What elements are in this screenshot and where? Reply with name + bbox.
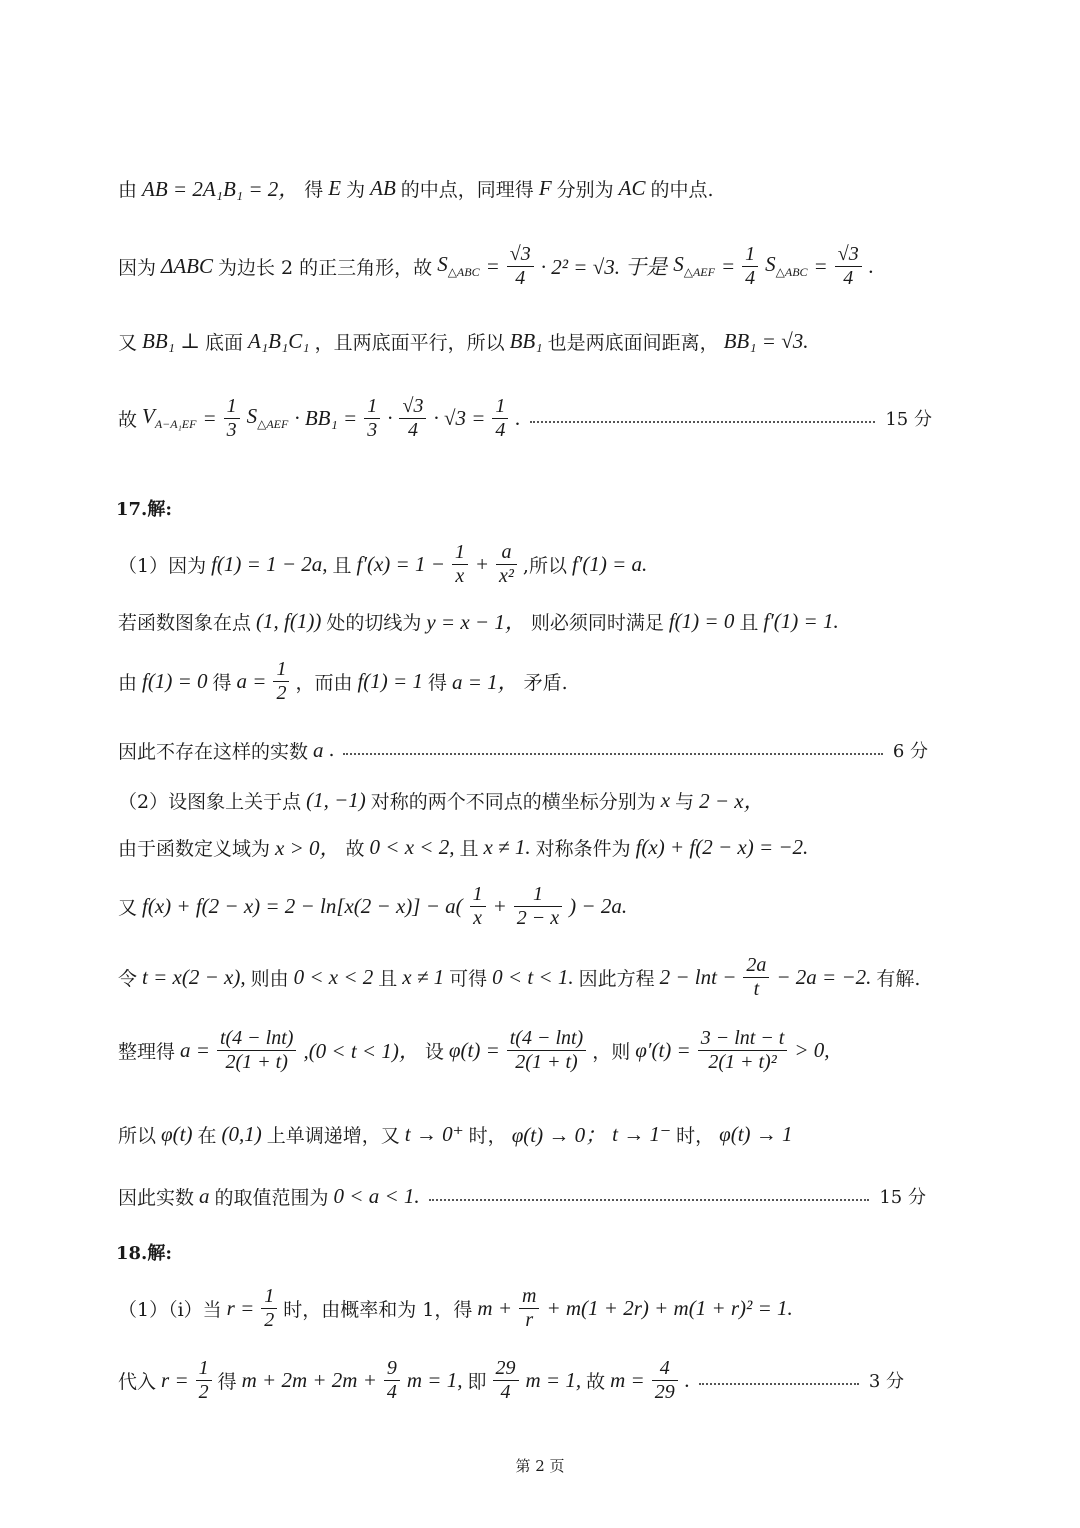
fraction: $\frac{1}{4}$	[742, 243, 758, 290]
line-2: 因为 ΔABC 为边长 2 的正三角形，故 $S_{\triangle ABC}$ = $\frac{√3}{4}$ · 2² = √3. 于是 $S_{\triangle AEF}$ = $\frac{1}{4}$ $S_{\triangle ABC}$ = $\frac{√3}{4}$ .	[118, 242, 874, 289]
line-18: （1）（ⅰ）当 r = $\frac{1}{2}$ 时，由概率和为 1，得 m + $\frac{m}{r}$ + m(1 + 2r) + m(1 + r)² = 1.	[118, 1284, 793, 1331]
fraction: $\frac{t(4 - \ln t)}{2(1 + t)}$	[217, 1027, 297, 1074]
fraction: $\frac{3 - \ln t - t}{\text{2(1 + t)²}}$	[698, 1027, 788, 1074]
line-9: 因此不存在这样的实数 a . 6 分	[118, 737, 928, 763]
score-label: 15 分	[879, 1187, 926, 1208]
line-6: （1）因为 f(1) = 1 − 2a, 且 f′(x) = 1 − $\frac{1}{x}$ + $\frac{a}{\text{x²}}$ ,所以 f′(1) = a.	[118, 540, 648, 587]
fraction: $\frac{29}{4}$	[493, 1357, 519, 1404]
fraction: $\frac{1}{3}$	[364, 395, 380, 442]
fraction: $\frac{1}{3}$	[224, 395, 240, 442]
page-number: 第 2 页	[515, 1457, 565, 1475]
line-8: 由 f(1) = 0 得 a = $\frac{1}{2}$ ，而由 f(1) = 1 得 a = 1， 矛盾.	[118, 657, 568, 704]
fraction: $\frac{1}{2}$	[261, 1285, 277, 1332]
fraction: $\frac{1}{x}$	[452, 541, 468, 588]
fraction: $\frac{1}{4}$	[492, 395, 508, 442]
fraction: $\frac{1}{2}$	[196, 1357, 212, 1404]
fraction: $\frac{2a}{t}$	[743, 954, 769, 1001]
section-heading: 17.解:	[116, 499, 172, 520]
fraction: $\frac{m}{r}$	[519, 1285, 539, 1332]
line-15: 所以 φ(t) 在 (0,1) 上单调递增，又 t → 0⁺ 时， φ(t) → 0； t → 1⁻ 时， φ(t) → 1	[118, 1121, 793, 1147]
line-17	[116, 1222, 930, 1282]
fraction: $\frac{1}{2 - x}$	[514, 883, 562, 930]
score-label: 3 分	[868, 1371, 904, 1392]
fraction: $\frac{t(4 - \ln t)}{2(1 + t)}$	[507, 1027, 587, 1074]
fraction: $\frac{√3}{4}$	[399, 395, 426, 442]
fraction: $\frac{4}{29}$	[652, 1357, 678, 1404]
dot-leader	[530, 421, 876, 423]
line-12: 又 f(x) + f(2 − x) = 2 − ln[x(2 − x)] − a( $\frac{1}{x}$ + $\frac{1}{2 - x}$ ) − 2a.	[118, 882, 628, 929]
fraction: $\frac{√3}{4}$	[835, 243, 862, 290]
line-19: 代入 r = $\frac{1}{2}$ 得 m + 2m + 2m + $\frac{9}{4}$ m = 1, 即 $\frac{29}{4}$ m = 1, 故 m = $\frac{4}{29}$ . 3 分	[118, 1356, 904, 1403]
fraction: $\frac{a}{\text{x²}}$	[496, 541, 517, 588]
line-1: 由 AB = 2A₁B₁ = 2， 得 E 为 AB 的中点，同理得 F 分别为 AC 的中点.	[118, 175, 714, 201]
line-16: 因此实数 a 的取值范围为 0 < a < 1. 15 分	[118, 1183, 926, 1209]
line-11: 由于函数定义域为 x > 0， 故 0 < x < 2, 且 x ≠ 1. 对称条件为 f(x) + f(2 − x) = −2.	[118, 834, 809, 860]
line-3: 又 BB₁ ⊥ 底面 A₁B₁C₁ ，且两底面平行，所以 BB₁ 也是两底面间距离， BB₁ = √3.	[118, 328, 809, 354]
line-10: （2）设图象上关于点 (1, −1) 对称的两个不同点的横坐标分别为 x 与 2 − x，	[118, 787, 765, 813]
line-7: 若函数图象在点 (1, f(1)) 处的切线为 y = x − 1， 则必须同时满足 f(1) = 0 且 f′(1) = 1.	[118, 608, 839, 634]
fraction: $\frac{√3}{4}$	[507, 243, 534, 290]
line-5	[116, 478, 930, 538]
dot-leader	[699, 1383, 859, 1385]
dot-leader	[343, 753, 883, 755]
fraction: $\frac{1}{x}$	[470, 883, 486, 930]
section-heading: 18.解:	[116, 1243, 172, 1264]
line-13: 令 t = x(2 − x), 则由 0 < x < 2 且 x ≠ 1 可得 0 < t < 1. 因此方程 2 − lnt − $\frac{2a}{t}$ − 2a = −2. 有解.	[118, 953, 921, 1000]
fraction: $\frac{1}{2}$	[273, 658, 289, 705]
score-label: 6 分	[892, 741, 928, 762]
score-label: 15 分	[885, 409, 932, 430]
line-4: 故 $V_{A-A_1EF}$ = $\frac{1}{3}$ $S_{\triangle AEF}$ · BB₁ = $\frac{1}{3}$ · $\frac{√3}{4}$ · √3 = $\frac{1}{4}$ . 15 分	[118, 394, 932, 441]
fraction: $\frac{9}{4}$	[384, 1357, 400, 1404]
dot-leader	[429, 1199, 870, 1201]
line-14: 整理得 a = $\frac{t(4 - \ln t)}{2(1 + t)}$ ,(0 < t < 1)， 设 φ(t) = $\frac{t(4 - \ln t)}{2(1 + t)}$ ，则 φ′(t) = $\frac{3 - \ln t - t}{\text{2(1 + t)²}}$ > 0,	[118, 1026, 830, 1073]
